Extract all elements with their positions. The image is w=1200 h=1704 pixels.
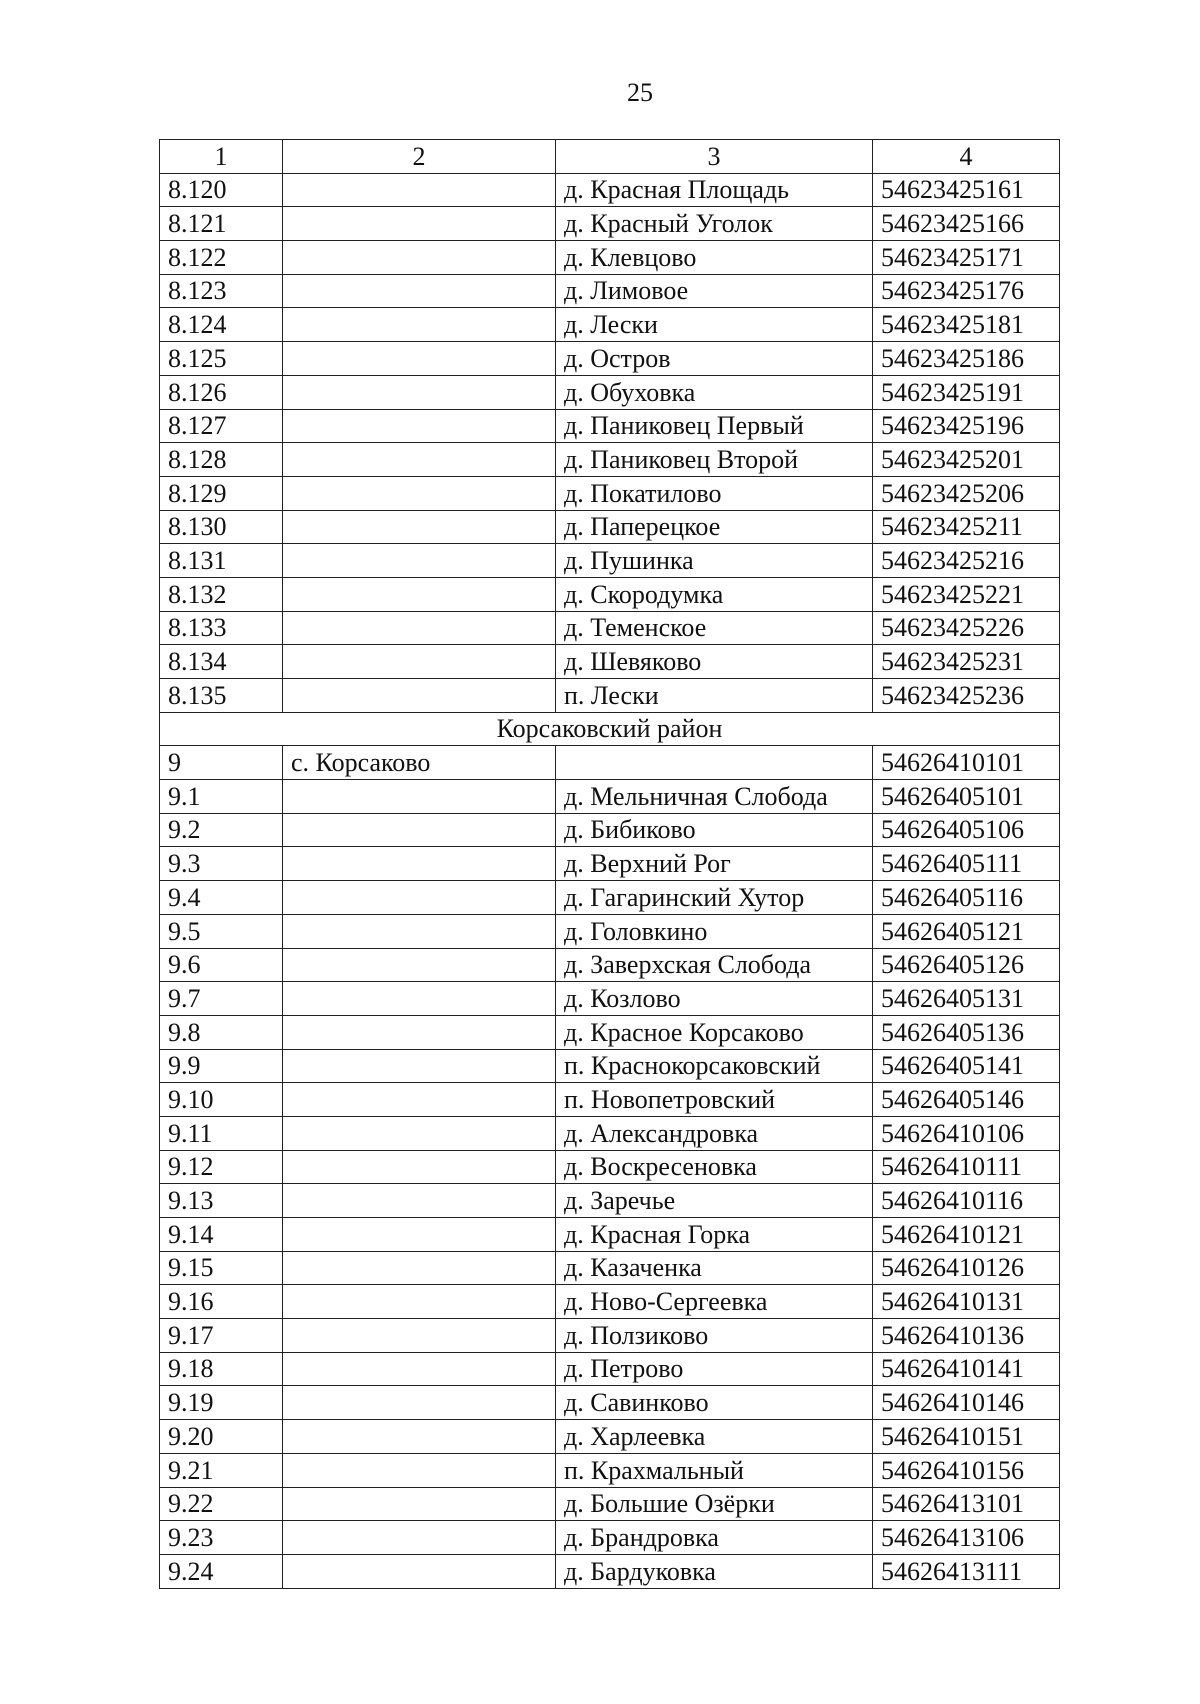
table-row — [160, 1184, 1060, 1218]
oktmo-code-cell: 54626410106 — [873, 1116, 1060, 1150]
row-number-cell: 9.14 — [160, 1218, 283, 1252]
oktmo-code-cell: 54623425221 — [873, 577, 1060, 611]
row-number-cell: 9.10 — [160, 1083, 283, 1117]
row-number-cell: 8.127 — [160, 409, 283, 443]
table-row — [160, 847, 1060, 881]
oktmo-code-cell: 54626405116 — [873, 881, 1060, 915]
settlement-name-cell: п. Новопетровский — [556, 1083, 873, 1117]
oktmo-code-cell: 54626410156 — [873, 1453, 1060, 1487]
table-row — [160, 375, 1060, 409]
page-number: 25 — [627, 78, 653, 107]
column-number-3: 3 — [556, 140, 873, 174]
admin-center-cell — [283, 207, 556, 241]
row-number-cell: 8.125 — [160, 342, 283, 376]
row-number-cell: 9.23 — [160, 1521, 283, 1555]
table-row — [160, 1352, 1060, 1386]
table-row — [160, 1420, 1060, 1454]
settlement-name-cell: д. Казаченка — [556, 1251, 873, 1285]
column-number-1: 1 — [160, 140, 283, 174]
settlement-name-cell: д. Гагаринский Хутор — [556, 881, 873, 915]
settlement-name-cell: д. Шевяково — [556, 645, 873, 679]
settlement-name-cell: д. Ползиково — [556, 1319, 873, 1353]
oktmo-code-cell: 54623425211 — [873, 510, 1060, 544]
oktmo-code-cell: 54623425216 — [873, 544, 1060, 578]
table-row — [160, 1285, 1060, 1319]
settlement-name-cell: д. Клевцово — [556, 241, 873, 275]
admin-center-cell — [283, 914, 556, 948]
settlement-name-cell: д. Верхний Рог — [556, 847, 873, 881]
admin-center-cell — [283, 375, 556, 409]
admin-center-cell — [283, 308, 556, 342]
table-row — [160, 982, 1060, 1016]
district-title: Корсаковский район — [160, 712, 1060, 746]
admin-center-cell — [283, 1150, 556, 1184]
table-row — [160, 241, 1060, 275]
admin-center-cell — [283, 611, 556, 645]
table-row — [160, 274, 1060, 308]
admin-center-cell: с. Корсаково — [283, 746, 556, 780]
admin-center-cell — [283, 342, 556, 376]
table-row — [160, 1150, 1060, 1184]
table-row — [160, 1218, 1060, 1252]
table-row — [160, 611, 1060, 645]
oktmo-code-cell: 54623425201 — [873, 443, 1060, 477]
admin-center-cell — [283, 1116, 556, 1150]
table-row — [160, 577, 1060, 611]
settlement-name-cell: д. Красный Уголок — [556, 207, 873, 241]
row-number-cell: 9 — [160, 746, 283, 780]
table-row — [160, 914, 1060, 948]
settlement-name-cell: д. Заречье — [556, 1184, 873, 1218]
settlement-name-cell: д. Брандровка — [556, 1521, 873, 1555]
row-number-cell: 9.1 — [160, 780, 283, 814]
admin-center-cell — [283, 813, 556, 847]
admin-center-cell — [283, 544, 556, 578]
settlement-name-cell: д. Мельничная Слобода — [556, 780, 873, 814]
admin-center-cell — [283, 645, 556, 679]
admin-center-cell — [283, 1420, 556, 1454]
row-number-cell: 8.135 — [160, 679, 283, 713]
row-number-cell: 9.7 — [160, 982, 283, 1016]
oktmo-code-cell: 54626410101 — [873, 746, 1060, 780]
table-body — [160, 140, 1060, 1589]
oktmo-code-cell: 54623425186 — [873, 342, 1060, 376]
oktmo-code-cell: 54623425171 — [873, 241, 1060, 275]
table-row — [160, 173, 1060, 207]
column-number-2: 2 — [283, 140, 556, 174]
admin-center-cell — [283, 510, 556, 544]
admin-center-cell — [283, 982, 556, 1016]
row-number-cell: 9.17 — [160, 1319, 283, 1353]
table-row — [160, 1487, 1060, 1521]
settlement-name-cell: д. Бибиково — [556, 813, 873, 847]
table-row — [160, 510, 1060, 544]
row-number-cell: 9.3 — [160, 847, 283, 881]
table-row — [160, 1015, 1060, 1049]
oktmo-code-cell: 54626410121 — [873, 1218, 1060, 1252]
admin-center-cell — [283, 1083, 556, 1117]
oktmo-code-cell: 54626410151 — [873, 1420, 1060, 1454]
settlement-name-cell: д. Савинково — [556, 1386, 873, 1420]
settlement-name-cell: п. Крахмальный — [556, 1453, 873, 1487]
row-number-cell: 9.12 — [160, 1150, 283, 1184]
table-row — [160, 1521, 1060, 1555]
settlement-name-cell: д. Остров — [556, 342, 873, 376]
settlement-name-cell: д. Покатилово — [556, 476, 873, 510]
row-number-cell: 9.15 — [160, 1251, 283, 1285]
row-number-cell: 9.11 — [160, 1116, 283, 1150]
table-row — [160, 544, 1060, 578]
row-number-cell: 8.123 — [160, 274, 283, 308]
settlement-name-cell: д. Лески — [556, 308, 873, 342]
table-row — [160, 308, 1060, 342]
table-row — [160, 1386, 1060, 1420]
row-number-cell: 9.18 — [160, 1352, 283, 1386]
oktmo-code-cell: 54626410136 — [873, 1319, 1060, 1353]
row-number-cell: 9.5 — [160, 914, 283, 948]
admin-center-cell — [283, 274, 556, 308]
settlement-name-cell: д. Красная Горка — [556, 1218, 873, 1252]
row-number-cell: 8.128 — [160, 443, 283, 477]
row-number-cell: 9.21 — [160, 1453, 283, 1487]
oktmo-code-cell: 54626413106 — [873, 1521, 1060, 1555]
admin-center-cell — [283, 948, 556, 982]
table-row — [160, 1116, 1060, 1150]
oktmo-code-cell: 54626405111 — [873, 847, 1060, 881]
column-number-4: 4 — [873, 140, 1060, 174]
admin-center-cell — [283, 1218, 556, 1252]
settlement-name-cell: д. Козлово — [556, 982, 873, 1016]
oktmo-code-cell: 54626410141 — [873, 1352, 1060, 1386]
oktmo-code-cell: 54626405126 — [873, 948, 1060, 982]
admin-center-cell — [283, 1049, 556, 1083]
admin-center-cell — [283, 780, 556, 814]
oktmo-code-cell: 54626410131 — [873, 1285, 1060, 1319]
settlement-name-cell: д. Александровка — [556, 1116, 873, 1150]
oktmo-code-cell: 54623425181 — [873, 308, 1060, 342]
admin-center-cell — [283, 1386, 556, 1420]
admin-center-cell — [283, 1184, 556, 1218]
oktmo-code-cell: 54626410126 — [873, 1251, 1060, 1285]
settlement-name-cell: д. Большие Озёрки — [556, 1487, 873, 1521]
admin-center-cell — [283, 1251, 556, 1285]
admin-center-cell — [283, 1453, 556, 1487]
oktmo-code-cell: 54626413111 — [873, 1554, 1060, 1588]
admin-center-cell — [283, 443, 556, 477]
table-row — [160, 746, 1060, 780]
admin-center-cell — [283, 476, 556, 510]
admin-center-cell — [283, 679, 556, 713]
admin-center-cell — [283, 241, 556, 275]
oktmo-code-cell: 54623425191 — [873, 375, 1060, 409]
oktmo-code-cell: 54623425236 — [873, 679, 1060, 713]
settlement-name-cell: п. Краснокорсаковский — [556, 1049, 873, 1083]
settlement-name-cell: д. Теменское — [556, 611, 873, 645]
row-number-cell: 9.16 — [160, 1285, 283, 1319]
row-number-cell: 9.4 — [160, 881, 283, 915]
admin-center-cell — [283, 577, 556, 611]
settlement-name-cell: д. Петрово — [556, 1352, 873, 1386]
table-row — [160, 443, 1060, 477]
oktmo-code-cell: 54626410146 — [873, 1386, 1060, 1420]
admin-center-cell — [283, 409, 556, 443]
table-row — [160, 881, 1060, 915]
oktmo-code-cell: 54626405106 — [873, 813, 1060, 847]
settlement-name-cell: д. Скородумка — [556, 577, 873, 611]
oktmo-code-cell: 54623425196 — [873, 409, 1060, 443]
admin-center-cell — [283, 1319, 556, 1353]
oktmo-code-cell: 54623425161 — [873, 173, 1060, 207]
settlement-name-cell: д. Пушинка — [556, 544, 873, 578]
oktmo-code-cell: 54626413101 — [873, 1487, 1060, 1521]
oktmo-code-cell: 54623425176 — [873, 274, 1060, 308]
row-number-cell: 8.130 — [160, 510, 283, 544]
row-number-cell: 8.124 — [160, 308, 283, 342]
oktmo-code-cell: 54623425166 — [873, 207, 1060, 241]
settlement-name-cell: д. Обуховка — [556, 375, 873, 409]
oktmo-code-cell: 54626405101 — [873, 780, 1060, 814]
district-section-row — [160, 712, 1060, 746]
row-number-cell: 9.6 — [160, 948, 283, 982]
oktmo-code-cell: 54626410116 — [873, 1184, 1060, 1218]
table-row — [160, 476, 1060, 510]
oktmo-code-cell: 54626405141 — [873, 1049, 1060, 1083]
row-number-cell: 8.129 — [160, 476, 283, 510]
settlement-name-cell: д. Бардуковка — [556, 1554, 873, 1588]
oktmo-code-cell: 54626405131 — [873, 982, 1060, 1016]
settlement-name-cell: п. Лески — [556, 679, 873, 713]
table-row — [160, 342, 1060, 376]
table-row — [160, 813, 1060, 847]
row-number-cell: 9.2 — [160, 813, 283, 847]
admin-center-cell — [283, 1554, 556, 1588]
oktmo-code-cell: 54626405136 — [873, 1015, 1060, 1049]
settlement-name-cell: д. Головкино — [556, 914, 873, 948]
oktmo-code-cell: 54626405121 — [873, 914, 1060, 948]
row-number-cell: 8.126 — [160, 375, 283, 409]
row-number-cell: 9.9 — [160, 1049, 283, 1083]
row-number-cell: 8.122 — [160, 241, 283, 275]
admin-center-cell — [283, 1487, 556, 1521]
table-row — [160, 1049, 1060, 1083]
admin-center-cell — [283, 173, 556, 207]
settlement-name-cell: д. Заверхская Слобода — [556, 948, 873, 982]
admin-center-cell — [283, 881, 556, 915]
row-number-cell: 8.131 — [160, 544, 283, 578]
settlement-name-cell: д. Воскресеновка — [556, 1150, 873, 1184]
oktmo-code-cell: 54623425206 — [873, 476, 1060, 510]
row-number-cell: 9.22 — [160, 1487, 283, 1521]
settlement-name-cell: д. Харлеевка — [556, 1420, 873, 1454]
table-row — [160, 948, 1060, 982]
settlement-name-cell: д. Красная Площадь — [556, 173, 873, 207]
table-row — [160, 207, 1060, 241]
oktmo-code-cell: 54623425231 — [873, 645, 1060, 679]
table-row — [160, 780, 1060, 814]
table-row — [160, 1554, 1060, 1588]
table-row — [160, 645, 1060, 679]
admin-center-cell — [283, 1521, 556, 1555]
oktmo-code-cell: 54623425226 — [873, 611, 1060, 645]
row-number-cell: 8.120 — [160, 173, 283, 207]
admin-center-cell — [283, 1015, 556, 1049]
admin-center-cell — [283, 1285, 556, 1319]
settlement-name-cell: д. Лимовое — [556, 274, 873, 308]
admin-center-cell — [283, 847, 556, 881]
row-number-cell: 9.8 — [160, 1015, 283, 1049]
table-row — [160, 1319, 1060, 1353]
settlement-name-cell: д. Паперецкое — [556, 510, 873, 544]
oktmo-code-cell: 54626410111 — [873, 1150, 1060, 1184]
row-number-cell: 9.13 — [160, 1184, 283, 1218]
admin-center-cell — [283, 1352, 556, 1386]
settlement-name-cell — [556, 746, 873, 780]
row-number-cell: 8.132 — [160, 577, 283, 611]
row-number-cell: 8.133 — [160, 611, 283, 645]
row-number-cell: 9.20 — [160, 1420, 283, 1454]
row-number-cell: 8.121 — [160, 207, 283, 241]
table-row — [160, 1453, 1060, 1487]
settlement-name-cell: д. Паниковец Второй — [556, 443, 873, 477]
settlement-name-cell: д. Красное Корсаково — [556, 1015, 873, 1049]
settlements-table — [159, 139, 1060, 1589]
table-row — [160, 1251, 1060, 1285]
table-row — [160, 1083, 1060, 1117]
column-number-row — [160, 140, 1060, 174]
row-number-cell: 9.24 — [160, 1554, 283, 1588]
row-number-cell: 8.134 — [160, 645, 283, 679]
row-number-cell: 9.19 — [160, 1386, 283, 1420]
oktmo-code-cell: 54626405146 — [873, 1083, 1060, 1117]
table-row — [160, 409, 1060, 443]
table-row — [160, 679, 1060, 713]
settlement-name-cell: д. Ново-Сергеевка — [556, 1285, 873, 1319]
settlement-name-cell: д. Паниковец Первый — [556, 409, 873, 443]
